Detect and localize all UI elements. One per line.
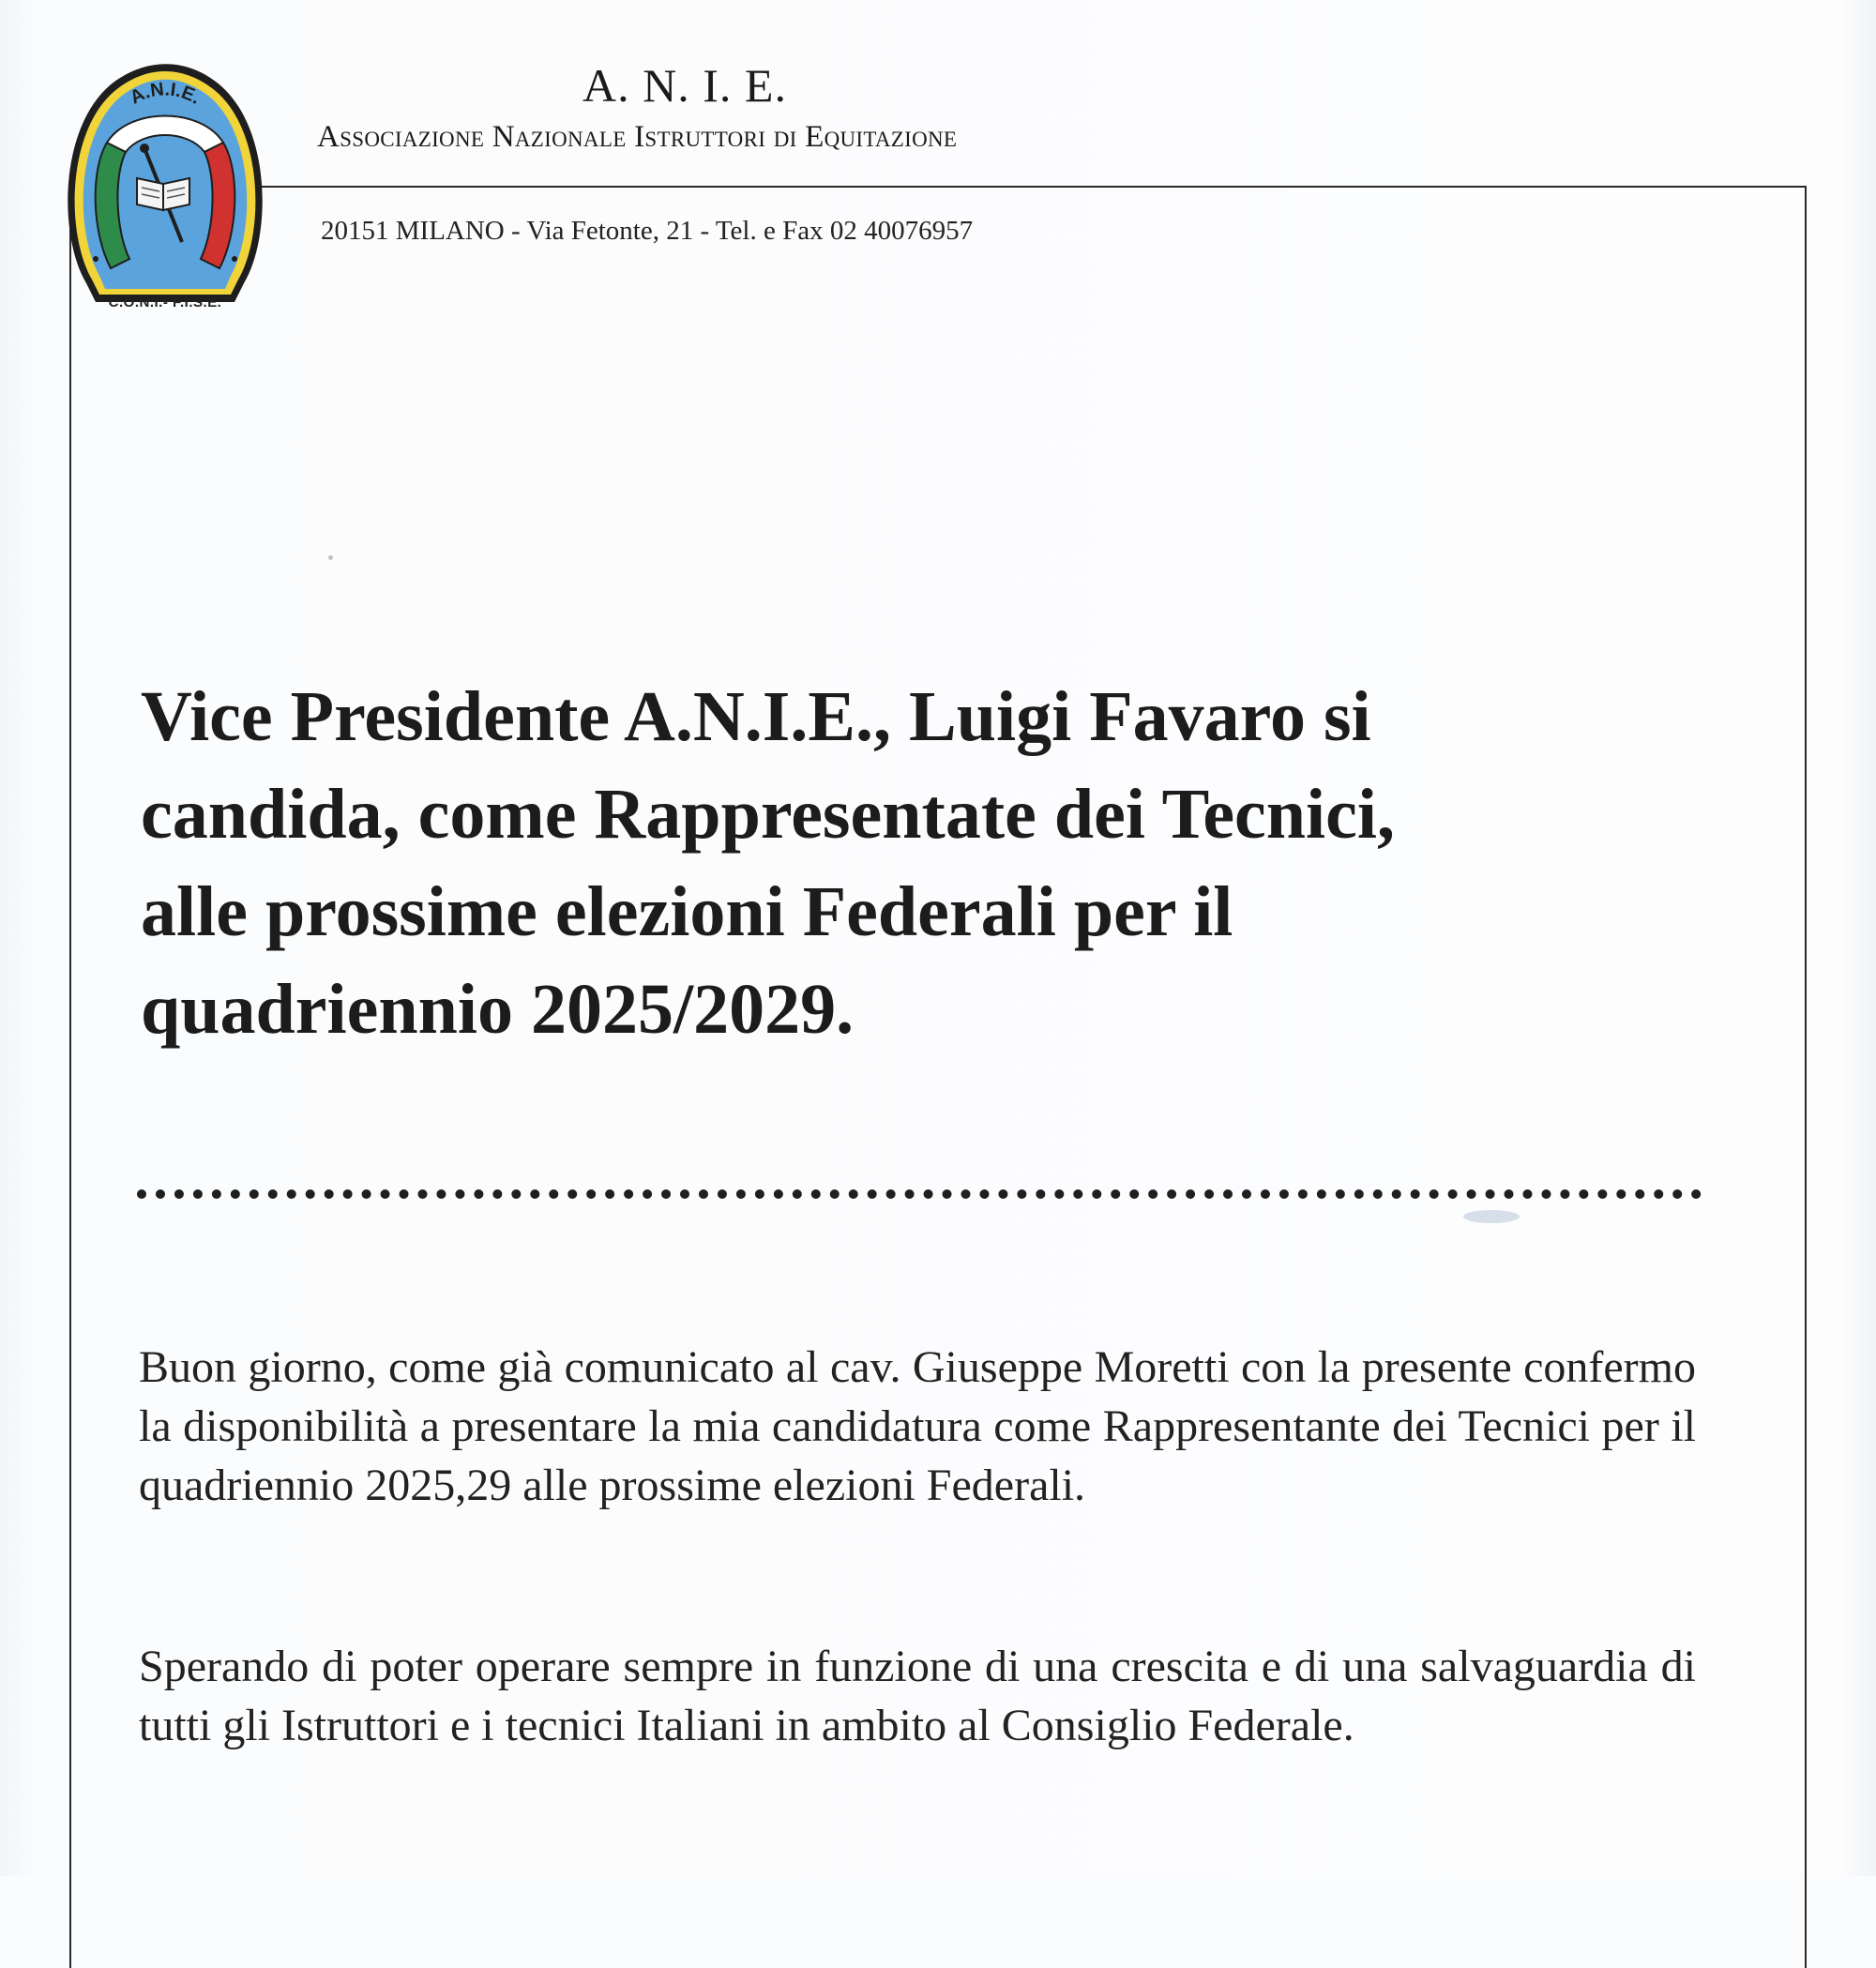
dotted-divider: [137, 1189, 1702, 1199]
body-paragraph: Sperando di poter operare sempre in funzione di una crescita e di una salvaguardia di tutti gli Istruttori e i tecnici Italiani in ambito al Consiglio Federale.: [139, 1642, 1696, 1750]
anie-logo: [58, 58, 272, 319]
scan-speck: [1463, 1210, 1520, 1223]
logo-book-icon: [137, 178, 189, 210]
org-full-name: Associazione Nazionale Istruttori di Equitazione: [317, 120, 958, 154]
body-paragraph: Buon giorno, come già comunicato al cav. Giuseppe Moretti con la presente confermo la disponibilità a presentare la mia candidatura come Rappresentante dei Tecnici per il quadriennio 2025,29 alle prossime elezioni Federali.: [139, 1342, 1696, 1510]
scan-speck: [328, 555, 333, 560]
logo-ring-text: A.N.I.E.: [127, 79, 204, 109]
logo-affiliation-text: C.O.N.I.- F.I.S.E.: [108, 295, 222, 310]
headline-line: candida, come Rappresentate dei Tecnici,: [141, 775, 1396, 854]
headline-line: Vice Presidente A.N.I.E., Luigi Favaro si: [141, 677, 1371, 756]
headline-line: alle prossime elezioni Federali per il: [141, 872, 1233, 951]
org-acronym: A. N. I. E.: [582, 59, 787, 112]
org-address: 20151 MILANO - Via Fetonte, 21 - Tel. e Fax 02 40076957: [321, 216, 974, 246]
headline-line: quadriennio 2025/2029.: [141, 970, 855, 1049]
headline: [141, 668, 1735, 1058]
